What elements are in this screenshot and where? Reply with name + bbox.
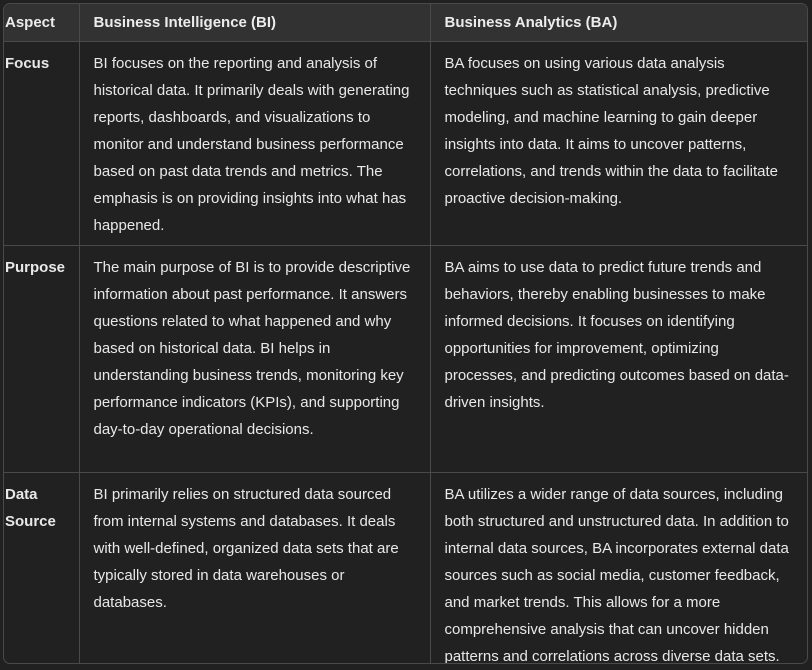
bi-cell: The main purpose of BI is to provide descriptive information about past performance. It answers questions related to what happened and why based on historical data. BI helps in understanding business trends, monitoring key performance indicators (KPIs), and supporting day-to-day operational decisions. — [79, 245, 430, 472]
table-row-focus — [4, 41, 807, 245]
table-header — [4, 4, 807, 41]
header-aspect: Aspect — [4, 4, 79, 41]
ba-cell: BA focuses on using various data analysis techniques such as statistical analysis, predictive modeling, and machine learning to gain deeper insights into data. It aims to uncover patterns, correlations, and trends within the data to facilitate proactive decision-making. — [430, 41, 807, 245]
bi-cell: BI primarily relies on structured data sourced from internal systems and databases. It deals with well-defined, organized data sets that are typically stored in data warehouses or databases. — [79, 472, 430, 664]
table-row-purpose — [4, 245, 807, 472]
header-business-analytics: Business Analytics (BA) — [430, 4, 807, 41]
header-business-intelligence: Business Intelligence (BI) — [79, 4, 430, 41]
ba-cell: BA utilizes a wider range of data sources, including both structured and unstructured data. In addition to internal data sources, BA incorporates external data sources such as social media, customer feedback, and market trends. This allows for a more comprehensive analysis that can uncover hidden patterns and correlations across diverse data sets. — [444, 485, 789, 664]
aspect-cell: Focus — [4, 41, 79, 245]
header-row — [4, 4, 807, 41]
aspect-cell: Data Source — [4, 472, 79, 664]
aspect-cell: Purpose — [4, 245, 79, 472]
comparison-table-container — [3, 3, 808, 664]
table-row-data-source — [4, 472, 807, 664]
table-body — [4, 41, 807, 664]
bi-vs-ba-comparison-table — [4, 4, 807, 664]
ba-cell: BA aims to use data to predict future trends and behaviors, thereby enabling businesses to make informed decisions. It focuses on identifying opportunities for improvement, optimizing processes, and predicting outcomes based on data-driven insights. — [430, 245, 807, 472]
bi-cell: BI focuses on the reporting and analysis of historical data. It primarily deals with generating reports, dashboards, and visualizations to monitor and understand business performance based on past data trends and metrics. The emphasis is on providing insights into what has happened. — [79, 41, 430, 245]
